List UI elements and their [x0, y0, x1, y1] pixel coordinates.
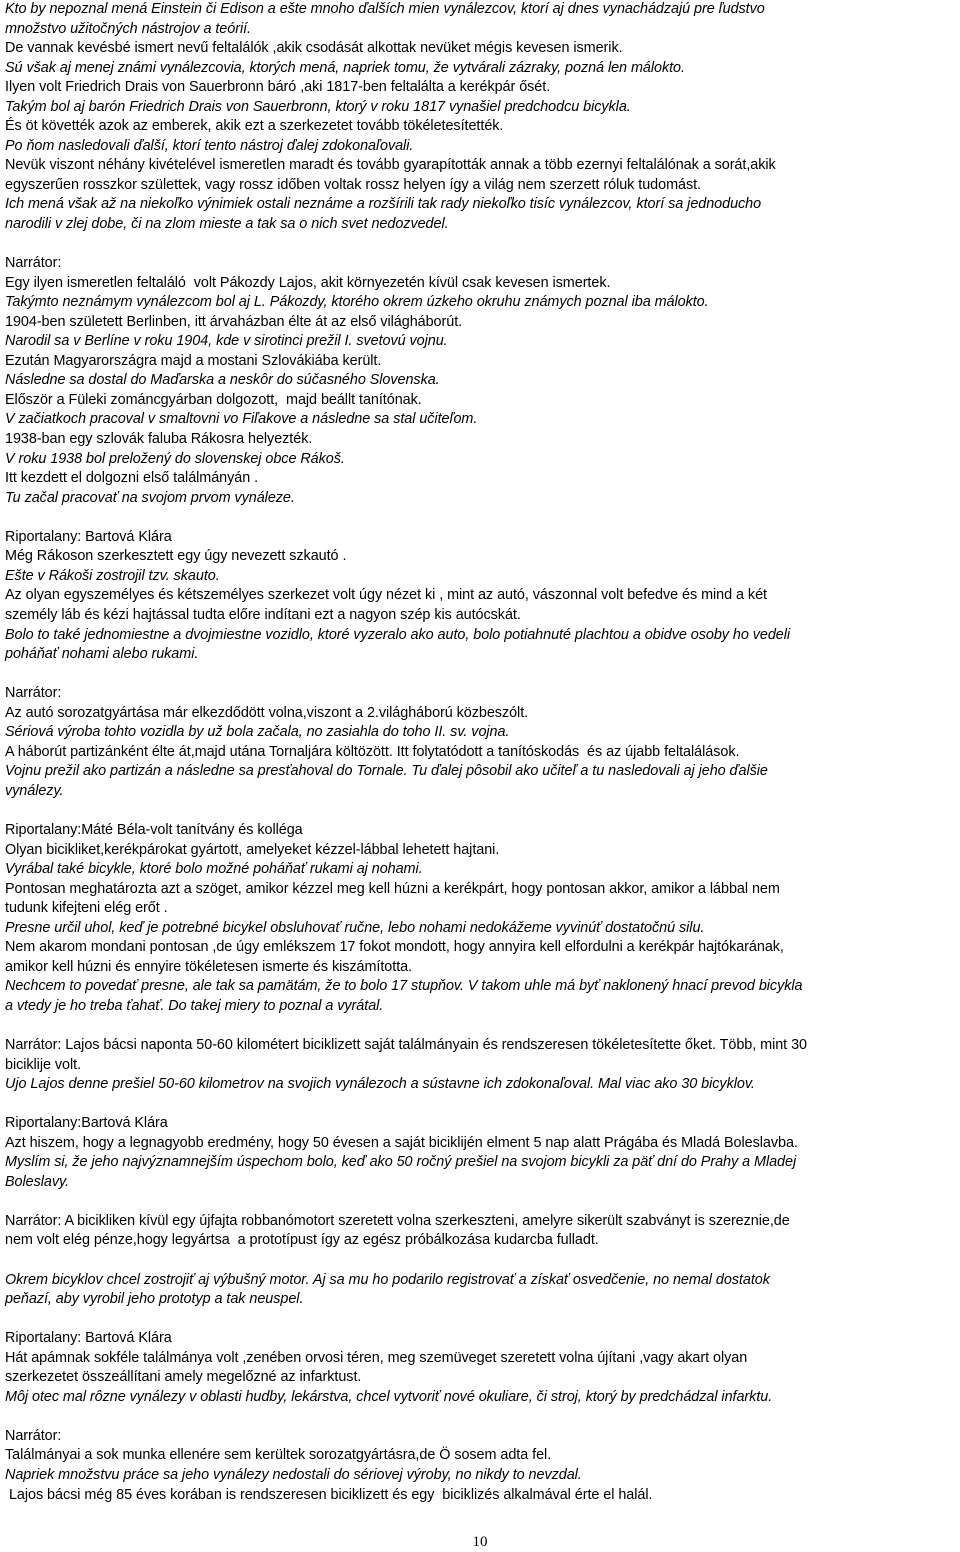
text-line-slovak: Môj otec mal rôzne vynálezy v oblasti hudby, lekárstva, chcel vytvoriť nové okuliare, či stroj, ktorý by predchádzal infarktu.: [5, 1388, 773, 1405]
paragraph-gap: [5, 665, 960, 685]
text-line-hungarian: Az olyan egyszemélyes és kétszemélyes szerkezet volt úgy nézet ki , mint az autó, vászonnal volt befedve és mind a két: [5, 587, 767, 604]
paragraph-gap: [5, 1407, 960, 1427]
paragraph-gap: [5, 508, 960, 528]
text-line-hungarian: biciklije volt.: [5, 1056, 82, 1073]
text-line-hungarian: Még Rákoson szerkesztett egy úgy nevezett szkautó .: [5, 548, 347, 565]
text-line-hungarian: Narrátor: A bicikliken kívül egy újfajta robbanómotort szeretett volna szerkeszteni, amelyre sikerült szabványt is szereznie,de: [5, 1212, 790, 1229]
text-line-hungarian: De vannak kevésbé ismert nevű feltalálók ,akik csodását alkottak nevüket mégis kevesen ismerik.: [5, 40, 623, 57]
text-line-hungarian: Riportalany: Bartová Klára: [5, 1330, 172, 1347]
text-line-hungarian: Narrátor:: [5, 255, 62, 272]
paragraph-gap: [5, 235, 960, 255]
text-line-slovak: Tu začal pracovať na svojom prvom vynáleze.: [5, 489, 295, 506]
text-line-slovak: Presne určil uhol, keď je potrebné bicykel obsluhovať ručne, lebo nohami nedokážeme vyvinúť dostatočnú silu.: [5, 919, 705, 936]
text-line-hungarian: Narrátor: Lajos bácsi naponta 50-60 kilométert biciklizett saját találmányain és rendszeresen tökéletesítette őket. Több, mint 30: [5, 1036, 807, 1053]
text-line-hungarian: Egy ilyen ismeretlen feltaláló volt Pákozdy Lajos, akit környezetén kívül csak kevesen ismertek.: [5, 274, 611, 291]
paragraph-gap: [5, 1095, 960, 1115]
text-line-hungarian: Pontosan meghatározta azt a szöget, amikor kézzel meg kell húzni a kerékpárt, hogy pontosan akkor, amikor a lábbal nem: [5, 880, 780, 897]
paragraph-gap: [5, 1251, 960, 1271]
text-line-hungarian: tudunk kifejteni elég erőt .: [5, 900, 168, 917]
text-line-hungarian: A háborút partizánként élte át,majd utána Tornaljára költözött. Itt folytatódott a tanítóskodás és az újabb feltalálások.: [5, 743, 740, 760]
text-line-hungarian: Találmányai a sok munka ellenére sem kerültek sorozatgyártásra,de Ö sosem adta fel.: [5, 1447, 552, 1464]
text-line-slovak: Ešte v Rákoši zostrojil tzv. skauto.: [5, 567, 220, 584]
text-line-slovak: poháňať nohami alebo rukami.: [5, 646, 199, 663]
text-line-hungarian: Az autó sorozatgyártása már elkezdődött volna,viszont a 2.világháború közbeszólt.: [5, 704, 529, 721]
text-line-slovak: Nechcem to povedať presne, ale tak sa pamätám, že to bolo 17 stupňov. V takom uhle má byť naklonený hnací prevod bicykla: [5, 978, 803, 995]
text-line-hungarian: Azt hiszem, hogy a legnagyobb eredmény, hogy 50 évesen a saját biciklijén elment 5 nap alatt Prágába és Mladá Boleslavba.: [5, 1134, 798, 1151]
text-line-slovak: množstvo užitočných nástrojov a teórií.: [5, 20, 252, 37]
text-line-slovak: Takým bol aj barón Friedrich Drais von Sauerbronn, ktorý v roku 1817 vynašiel predchodcu bicykla.: [5, 98, 631, 115]
text-line-slovak: V začiatkoch pracoval v smaltovni vo Fiľakove a následne sa stal učiteľom.: [5, 411, 478, 428]
text-line-slovak: Kto by nepoznal mená Einstein či Edison a ešte mnoho ďalších mien vynálezcov, ktorí aj dnes vynachádzajú pre ľudstvo: [5, 1, 765, 17]
text-line-hungarian: Ezután Magyarországra majd a mostani Szlovákiába került.: [5, 352, 382, 369]
text-line-slovak: Napriek množstvu práce sa jeho vynálezy nedostali do sériovej výroby, no nikdy to nevzdal.: [5, 1467, 582, 1484]
text-line-slovak: Ich mená však až na niekoľko výnimiek ostali neznáme a rozšírili tak rady niekoľko tisíc vynálezcov, ktorí sa jednoducho: [5, 196, 762, 213]
text-line-hungarian: Hát apámnak sokféle találmánya volt ,zenében orvosi téren, meg szemüveget szeretett volna újítani ,vagy akart olyan: [5, 1349, 748, 1366]
text-line-slovak: V roku 1938 bol preložený do slovenskej obce Rákoš.: [5, 450, 345, 467]
text-line-slovak: Okrem bicyklov chcel zostrojiť aj výbušný motor. Aj sa mu ho podarilo registrovať a získať osvedčenie, no nemal dostatok: [5, 1271, 770, 1288]
text-line-hungarian: Narrátor:: [5, 1427, 62, 1444]
text-line-hungarian: Riportalany:Bartová Klára: [5, 1115, 168, 1132]
text-line-slovak: Vyrábal také bicykle, ktoré bolo možné poháňať rukami aj nohami.: [5, 861, 423, 878]
paragraph-gap: [5, 1310, 960, 1330]
text-line-slovak: Myslím si, že jeho najvýznamnejším úspechom bolo, keď ako 50 ročný prešiel na svojom bicykli za päť dní do Prahy a Mladej: [5, 1154, 797, 1171]
text-line-slovak: Boleslavy.: [5, 1173, 70, 1190]
text-line-hungarian: És öt követték azok az emberek, akik ezt a szerkezetet tovább tökéletesítették.: [5, 118, 504, 135]
text-line-hungarian: Itt kezdett el dolgozni első találmányán .: [5, 470, 259, 487]
text-line-hungarian: Olyan bicikliket,kerékpárokat gyártott, amelyeket kézzel-lábbal lehetett hajtani.: [5, 841, 500, 858]
page-number: 10: [472, 1534, 488, 1550]
document-body: [5, 0, 960, 1505]
text-line-slovak: peňazí, aby vyrobil jeho prototyp a tak neuspel.: [5, 1291, 304, 1308]
text-line-slovak: Sú však aj menej známi vynálezcovia, ktorých mená, napriek tomu, že vytvárali zázraky, pozná len málokto.: [5, 59, 685, 76]
text-line-hungarian: Riportalany: Bartová Klára: [5, 528, 172, 545]
text-line-hungarian: Ilyen volt Friedrich Drais von Sauerbronn báró ,aki 1817-ben feltalálta a kerékpár ősét.: [5, 79, 551, 96]
text-line-slovak: Po ňom nasledovali ďalší, ktorí tento nástroj ďalej zdokonaľovali.: [5, 137, 414, 154]
text-line-hungarian: 1904-ben született Berlinben, itt árvaházban élte át az első világháborút.: [5, 313, 463, 330]
text-line-slovak: Narodil sa v Berlíne v roku 1904, kde v sirotinci prežil I. svetovú vojnu.: [5, 333, 448, 350]
text-line-slovak: Ujo Lajos denne prešiel 50-60 kilometrov na svojich vynálezoch a sústavne ich zdokonaľoval. Mal viac ako 30 bicyklov.: [5, 1076, 755, 1093]
text-line-hungarian: Nevük viszont néhány kivételével ismeretlen maradt és tovább gyarapították annak a több ezernyi feltalálónak a sorát,akik: [5, 157, 776, 174]
text-line-slovak: Následne sa dostal do Maďarska a neskôr do súčasného Slovenska.: [5, 372, 440, 389]
text-line-hungarian: Nem akarom mondani pontosan ,de úgy emlékszem 17 fokot mondott, hogy annyira kell elfordulni a kerékpár hajtókarának,: [5, 939, 784, 956]
text-line-hungarian: Narrátor:: [5, 685, 62, 702]
text-line-hungarian: 1938-ban egy szlovák faluba Rákosra helyezték.: [5, 431, 313, 448]
text-line-hungarian: Először a Füleki zománcgyárban dolgozott, majd beállt tanítónak.: [5, 391, 422, 408]
text-line-hungarian: szerkezetet összeállítani amely megelőzné az infarktust.: [5, 1369, 362, 1386]
text-line-hungarian: amikor kell húzni és ennyire tökéletesen ismerte és kiszámította.: [5, 958, 413, 975]
text-line-slovak: a vtedy je ho treba ťahať. Do takej miery to poznal a vyrátal.: [5, 997, 384, 1014]
text-line-hungarian: nem volt elég pénze,hogy legyártsa a prototípust így az egész próbálkozása kudarcba fulladt.: [5, 1232, 599, 1249]
text-line-hungarian: Lajos bácsi még 85 éves korában is rendszeresen biciklizett és egy biciklizés alkalmával érte el halál.: [5, 1486, 653, 1503]
text-line-slovak: vynálezy.: [5, 782, 64, 799]
text-line-slovak: Takýmto neznámym vynálezcom bol aj L. Pákozdy, ktorého okrem úzkeho okruhu známych poznal iba málokto.: [5, 294, 709, 311]
text-line-slovak: Vojnu prežil ako partizán a následne sa presťahoval do Tornale. Tu ďalej pôsobil ako učiteľ a tu nasledovali aj jeho ďalšie: [5, 763, 768, 780]
paragraph-gap: [5, 1192, 960, 1212]
text-line-slovak: Sériová výroba tohto vozidla by už bola začala, no zasiahla do toho II. sv. vojna.: [5, 724, 510, 741]
text-line-hungarian: Riportalany:Máté Béla-volt tanítvány és kollégа: [5, 821, 303, 838]
text-line-hungarian: személy láb és kézi hajtással tudta előre indítani ezt a nagyon szép kis autócskát.: [5, 606, 521, 623]
text-line-slovak: Bolo to také jednomiestne a dvojmiestne vozidlo, ktoré vyzeralo ako auto, bolo potiahnuté plachtou a obidve osoby ho vedeli: [5, 626, 791, 643]
paragraph-gap: [5, 1016, 960, 1036]
text-line-slovak: narodili v zlej dobe, či na zlom mieste a tak sa o nich svet nedozvedel.: [5, 216, 449, 233]
text-line-hungarian: egyszerűen rosszkor születtek, vagy rossz időben voltak rossz helyen így a világ nem szerzett róluk tudomást.: [5, 176, 702, 193]
paragraph-gap: [5, 801, 960, 821]
